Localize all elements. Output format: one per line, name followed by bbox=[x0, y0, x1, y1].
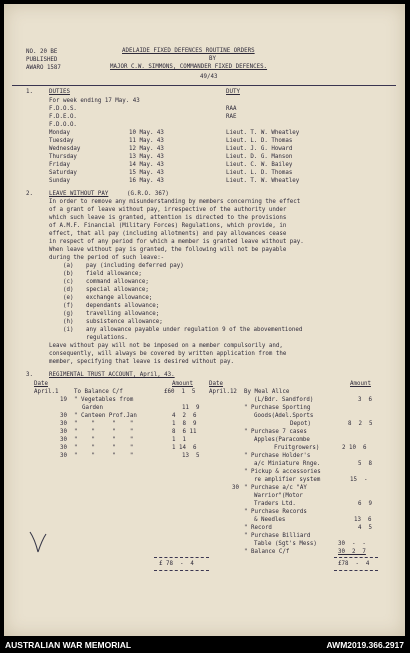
leave-paragraph-line: in respect of any period for which a member is granted leave without pay. bbox=[49, 239, 304, 245]
duty-date: 15 May. 43 bbox=[129, 170, 164, 176]
leave-item-mark: (e) bbox=[63, 295, 74, 301]
duty-day: Monday bbox=[49, 130, 70, 136]
ledger-description: Apples(Paracombe bbox=[254, 437, 310, 443]
ledger-description: By Meal Allce bbox=[244, 389, 290, 395]
duty-day: Saturday bbox=[49, 170, 77, 176]
leave-paragraph-line: of a grant of leave without pay, irrespective of the authority under bbox=[49, 207, 287, 213]
leave-item-text: travelling allowance; bbox=[86, 311, 160, 317]
ledger-amount: 4 2 6 bbox=[172, 413, 197, 419]
ledger-description: " Vegetables from bbox=[74, 397, 134, 403]
duty-officer: Lieut. T. W. Wheatley bbox=[226, 130, 300, 136]
ledger-amount: 1 14 6 bbox=[172, 445, 197, 451]
ledger-date: 19 bbox=[60, 397, 67, 403]
ledger-description: " " " " bbox=[74, 429, 134, 435]
ledger-amount: 2 10 6 bbox=[342, 445, 367, 451]
document-title: ADELAIDE FIXED DEFENCES ROUTINE ORDERS bbox=[122, 48, 255, 54]
ledger-description: " " " " bbox=[74, 445, 134, 451]
duty-officer: Lieut. T. W. Wheatley bbox=[226, 178, 300, 184]
leave-paragraph-line: during the period of such leave:- bbox=[49, 255, 165, 261]
ledger-date: 30 bbox=[60, 421, 67, 427]
ledger-description: " Purchase Holder's bbox=[244, 453, 311, 459]
officer-role: F.D.O.O. bbox=[49, 122, 77, 128]
leave-item-mark: (c) bbox=[63, 279, 74, 285]
leave-item-mark: (b) bbox=[63, 271, 74, 277]
date-column-heading: Date bbox=[209, 381, 223, 387]
ledger-description: " Balance C/f bbox=[244, 549, 290, 555]
leave-item-text: subsistence allowance; bbox=[86, 319, 163, 325]
ledger-description: " Record bbox=[244, 525, 272, 531]
total-rule bbox=[334, 557, 378, 558]
leave-item-text: field allowance; bbox=[86, 271, 142, 277]
total-amount-right: £78 - 4 bbox=[338, 561, 370, 567]
duty-day: Wednesday bbox=[49, 146, 81, 152]
leave-paragraph-line: which such leave is granted, attention is directed to the provisions bbox=[49, 215, 287, 221]
duty-officer: Lieut. L. D. Thomas bbox=[226, 138, 293, 144]
ledger-date: 30 bbox=[60, 437, 67, 443]
leave-paragraph-line: of A.M.F. Financial (Military Forces) Regulations, which provide, in bbox=[49, 223, 287, 229]
ledger-description: " " " " bbox=[74, 453, 134, 459]
leave-item-text: command allowance; bbox=[86, 279, 149, 285]
leave-number: 2. bbox=[26, 191, 33, 197]
ledger-amount: 3 6 bbox=[358, 397, 372, 403]
total-rule bbox=[154, 570, 209, 571]
ledger-description: To Balance C/f bbox=[74, 389, 123, 395]
officer-role: F.D.O.S. bbox=[49, 106, 77, 112]
footer-bar bbox=[0, 637, 410, 653]
duty-date: 10 May. 43 bbox=[129, 130, 164, 136]
leave-item-text: special allowance; bbox=[86, 287, 149, 293]
ledger-description: " Purchase Records bbox=[244, 509, 307, 515]
duty-date: 11 May. 43 bbox=[129, 138, 164, 144]
trust-number: 3. bbox=[26, 372, 33, 378]
document-page bbox=[4, 4, 405, 636]
ledger-description: " Purchase Sporting bbox=[244, 405, 311, 411]
duty-date: 13 May. 43 bbox=[129, 154, 164, 160]
duty-officer: Lieut. C. W. Bailey bbox=[226, 162, 293, 168]
leave-item-mark: (g) bbox=[63, 311, 74, 317]
ledger-description: " Purchase a/c "AY bbox=[244, 485, 307, 491]
ledger-amount: 15 - bbox=[350, 477, 368, 483]
header-rule bbox=[12, 85, 396, 86]
leave-paragraph-line: In order to remove any misunderstanding by members concerning the effect bbox=[49, 199, 301, 205]
by-line: BY bbox=[209, 56, 216, 62]
duty-day: Thursday bbox=[49, 154, 77, 160]
ledger-description: Fruitgrowers) bbox=[274, 445, 320, 451]
leave-paragraph-line: consequently, will always be covered by written application from the bbox=[49, 351, 287, 357]
leave-item-text: regulations. bbox=[86, 335, 128, 341]
footer-institution: AUSTRALIAN WAR MEMORIAL bbox=[5, 640, 132, 650]
ledger-date: 30 bbox=[232, 485, 239, 491]
ledger-description: Warrior"(Motor bbox=[254, 493, 303, 499]
footer-accession: AWM2019.366.2917 bbox=[326, 640, 404, 650]
ledger-description: " Purchase 7 cases bbox=[244, 429, 307, 435]
leave-item-text: any allowance payable under regulation 9 of the abovementioned bbox=[86, 327, 303, 333]
ledger-amount: 1 8 9 bbox=[172, 421, 197, 427]
ledger-description: Depot) bbox=[290, 421, 311, 427]
ledger-description: re amplifier system bbox=[254, 477, 321, 483]
ledger-amount: 30 - - bbox=[338, 541, 366, 547]
leave-item-mark: (d) bbox=[63, 287, 74, 293]
duty-officer: Lieut. D. G. Manson bbox=[226, 154, 293, 160]
ledger-description: (L/Bdr. Sandford) bbox=[254, 397, 314, 403]
commander-line: MAJOR C.W. SIMMONS, COMMANDER FIXED DEFENCES. bbox=[110, 64, 268, 70]
duties-heading: DUTIES bbox=[49, 89, 70, 95]
ledger-description: " Pickup & accessories bbox=[244, 469, 321, 475]
amount-column-heading: Amount bbox=[350, 381, 371, 387]
ledger-amount: 8 6 11 bbox=[172, 429, 197, 435]
ledger-date: April.1 bbox=[34, 389, 59, 395]
ledger-description: Traders Ltd. bbox=[254, 501, 296, 507]
amount-column-heading: Amount bbox=[172, 381, 193, 387]
total-rule bbox=[154, 557, 209, 558]
week-ending: For week ending 17 May. 43 bbox=[49, 98, 140, 104]
handwritten-mark bbox=[26, 528, 48, 556]
leave-heading: LEAVE WITHOUT PAY bbox=[49, 191, 109, 197]
ledger-date: 30 bbox=[60, 445, 67, 451]
leave-paragraph-line: member, specifying that leave is desired without pay. bbox=[49, 359, 234, 365]
ledger-amount: 11 9 bbox=[182, 405, 200, 411]
ledger-amount: £60 1 5 bbox=[164, 389, 196, 395]
duty-officer: Lieut. L. D. Thomas bbox=[226, 170, 293, 176]
order-number: NO. 20 BE bbox=[26, 49, 58, 55]
trust-heading: REGIMENTAL TRUST ACCOUNT, April, 43. bbox=[49, 372, 175, 378]
published-line: PUBLISHED bbox=[26, 57, 58, 63]
ledger-description: a/c Miniature Rnge. bbox=[254, 461, 321, 467]
leave-item-text: pay (including deferred pay) bbox=[86, 263, 184, 269]
ledger-amount: 8 2 5 bbox=[348, 421, 373, 427]
officer-role: F.D.E.O. bbox=[49, 114, 77, 120]
ledger-amount: 13 5 bbox=[182, 453, 200, 459]
leave-item-mark: (f) bbox=[63, 303, 74, 309]
duty-column-heading: DUTY bbox=[226, 89, 240, 95]
duty-day: Tuesday bbox=[49, 138, 74, 144]
ledger-amount: 1 1 bbox=[172, 437, 186, 443]
leave-paragraph-line: When leave without pay is granted, the following will not be payable bbox=[49, 247, 287, 253]
ledger-amount: 5 8 bbox=[358, 461, 372, 467]
duty-date: 12 May. 43 bbox=[129, 146, 164, 152]
leave-reference: (G.R.O. 367) bbox=[127, 191, 169, 197]
ledger-description: & Needles bbox=[254, 517, 286, 523]
authority-line: AWARO 1587 bbox=[26, 65, 61, 71]
ledger-amount: 4 5 bbox=[358, 525, 372, 531]
ledger-amount: 30 2 7 bbox=[338, 549, 366, 555]
leave-item-mark: (h) bbox=[63, 319, 74, 325]
ledger-description: " Canteen Prof.Jan bbox=[74, 413, 137, 419]
leave-paragraph-line: Leave without pay will not be imposed on a member compulsorily and, bbox=[49, 343, 283, 349]
duty-officer: Lieut. J. G. Howard bbox=[226, 146, 293, 152]
ledger-description: Table (Sgt's Mess) bbox=[254, 541, 317, 547]
ledger-amount: 13 6 bbox=[354, 517, 372, 523]
total-rule bbox=[334, 570, 378, 571]
leave-item-text: dependants allowance; bbox=[86, 303, 160, 309]
ledger-amount: 6 9 bbox=[358, 501, 372, 507]
duties-number: 1. bbox=[26, 89, 33, 95]
ledger-description: Goods(Adel.Sports bbox=[254, 413, 314, 419]
ledger-description: Garden bbox=[82, 405, 103, 411]
leave-paragraph-line: effect, that all pay (including allotments) and pay allowances cease bbox=[49, 231, 287, 237]
duty-date: 16 May. 43 bbox=[129, 178, 164, 184]
ledger-description: " " " " bbox=[74, 421, 134, 427]
leave-item-mark: (i) bbox=[63, 327, 74, 333]
duty-date: 14 May. 43 bbox=[129, 162, 164, 168]
duty-day: Sunday bbox=[49, 178, 70, 184]
officer-assignment: RAA bbox=[226, 106, 237, 112]
ledger-description: " " " " bbox=[74, 437, 134, 443]
ledger-date: April.12 bbox=[209, 389, 237, 395]
total-amount-left: £ 78 - 4 bbox=[159, 561, 194, 567]
duty-day: Friday bbox=[49, 162, 70, 168]
ledger-date: 30 bbox=[60, 413, 67, 419]
date-column-heading: Date bbox=[34, 381, 48, 387]
leave-item-mark: (a) bbox=[63, 263, 74, 269]
ledger-date: 30 bbox=[60, 429, 67, 435]
order-sequence: 49/43 bbox=[200, 74, 218, 80]
ledger-date: 30 bbox=[60, 453, 67, 459]
ledger-description: " Purchase Billiard bbox=[244, 533, 311, 539]
officer-assignment: RAE bbox=[226, 114, 237, 120]
leave-item-text: exchange allowance; bbox=[86, 295, 153, 301]
